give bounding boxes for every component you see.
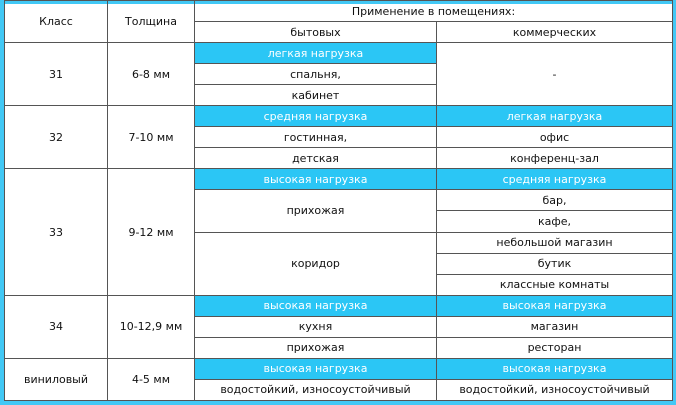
room-cell: бар, bbox=[437, 190, 673, 211]
thickness-cell: 10-12,9 мм bbox=[108, 295, 195, 358]
class-cell: 32 bbox=[5, 106, 108, 169]
class-cell: 31 bbox=[5, 43, 108, 106]
room-cell: детская bbox=[195, 148, 437, 169]
room-cell: спальня, bbox=[195, 64, 437, 85]
load-badge: высокая нагрузка bbox=[195, 295, 437, 316]
header-household: бытовых bbox=[195, 22, 437, 43]
room-cell: прихожая bbox=[195, 190, 437, 232]
load-badge: легкая нагрузка bbox=[437, 106, 673, 127]
load-badge: высокая нагрузка bbox=[437, 358, 673, 379]
room-cell: водостойкий, износоустойчивый bbox=[195, 379, 437, 400]
table-row bbox=[5, 43, 673, 64]
thickness-cell: 9-12 мм bbox=[108, 169, 195, 295]
thickness-cell: 7-10 мм bbox=[108, 106, 195, 169]
table-row bbox=[5, 169, 673, 190]
thickness-cell: 4-5 мм bbox=[108, 358, 195, 400]
laminate-class-table bbox=[4, 0, 673, 401]
room-cell: бутик bbox=[437, 253, 673, 274]
table-row bbox=[5, 295, 673, 316]
room-cell: классные комнаты bbox=[437, 274, 673, 295]
header-row bbox=[5, 1, 673, 22]
load-badge: легкая нагрузка bbox=[195, 43, 437, 64]
commercial-cell: - bbox=[437, 43, 673, 106]
room-cell: кабинет bbox=[195, 85, 437, 106]
class-cell: 33 bbox=[5, 169, 108, 295]
table-row bbox=[5, 358, 673, 379]
room-cell: прихожая bbox=[195, 337, 437, 358]
load-badge: высокая нагрузка bbox=[195, 358, 437, 379]
header-class: Класс bbox=[5, 1, 108, 43]
room-cell: магазин bbox=[437, 316, 673, 337]
load-badge: высокая нагрузка bbox=[437, 295, 673, 316]
room-cell: коридор bbox=[195, 232, 437, 295]
class-cell: 34 bbox=[5, 295, 108, 358]
header-thickness: Толщина bbox=[108, 1, 195, 43]
header-usage: Применение в помещениях: bbox=[195, 1, 673, 22]
table-row bbox=[5, 106, 673, 127]
room-cell: гостинная, bbox=[195, 127, 437, 148]
room-cell: конференц-зал bbox=[437, 148, 673, 169]
load-badge: средняя нагрузка bbox=[437, 169, 673, 190]
load-badge: высокая нагрузка bbox=[195, 169, 437, 190]
room-cell: кафе, bbox=[437, 211, 673, 232]
load-badge: средняя нагрузка bbox=[195, 106, 437, 127]
room-cell: водостойкий, износоустойчивый bbox=[437, 379, 673, 400]
room-cell: кухня bbox=[195, 316, 437, 337]
class-cell: виниловый bbox=[5, 358, 108, 400]
header-commercial: коммерческих bbox=[437, 22, 673, 43]
room-cell: небольшой магазин bbox=[437, 232, 673, 253]
room-cell: офис bbox=[437, 127, 673, 148]
room-cell: ресторан bbox=[437, 337, 673, 358]
thickness-cell: 6-8 мм bbox=[108, 43, 195, 106]
